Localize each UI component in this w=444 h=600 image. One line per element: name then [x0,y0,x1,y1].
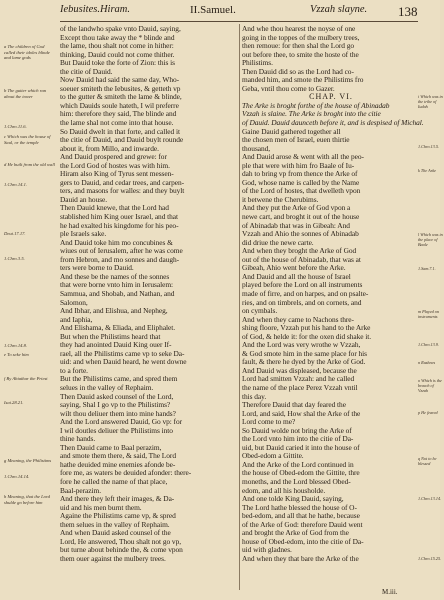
margin-note: g Meaning, the Philistims [4,458,52,463]
text-line: thinking, Dauid could not come thither. [60,49,175,59]
text-line: from Hebron, and mo sonnes and daugh- [60,254,180,264]
text-line: And Dauid and all the house of Israel [242,271,351,281]
margin-note: k The Arke [418,168,437,173]
text-line: Againe the Philistims came vp, & spred [60,511,176,521]
margin-note: b The gutter which ran about the tower [4,88,47,99]
text-line: uid and his men burnt them. [60,502,142,512]
margin-note: Deut.17.17. [4,231,26,236]
text-line: uid with gladnes. [242,545,292,555]
text-line: And Dauid toke him mo concubines & [60,237,173,247]
text-line: Then Dauid did so as the Lord had co- [242,66,354,76]
text-line: The Lord hathe blessed the house of O- [242,502,357,512]
text-line: And these be the names of the sonnes [60,271,170,281]
running-header [60,4,420,20]
text-line: But when the Philistims heard that [60,331,161,341]
header-right-title: Vzzah slayne. [310,4,368,15]
text-line: And Dauid prospered and grewe: for [60,152,167,162]
text-line: the house of Obed-edom the Gittite, thre [242,468,360,478]
text-line: dah to bring vp from thence the Arke of [242,169,358,179]
text-line: Vzzah and Ahio the sonnes of Abinadab [242,229,359,239]
text-line: saying, Shal I go vp to the Philistims? [60,400,171,410]
chapter-heading: CHAP. VI. [309,92,353,102]
margin-note: 1.Chro.14.14. [4,474,30,479]
text-line: Lord, and said, How shal the Arke of the [242,408,361,418]
text-line: Vzzah is slaine. The Arke is broght into the citie [242,109,381,119]
text-line: on cymbals. [242,306,278,316]
text-line: And when they came to Nachons thre- [242,314,354,324]
text-line: God, whose name is called by the Name [242,177,360,187]
text-line: ple that were with him fro Baale of Iu- [242,160,355,170]
text-line: Lord, He answered, Thou shalt not go vp, [60,536,182,546]
text-line: him: therefore they said, The blinde and [60,109,177,119]
text-line: wiues out of Ierusalem, after he was come [60,246,183,256]
text-line: And there they left their images, & Da- [60,494,175,504]
text-line: of Abinadab that was in Gibeah: And [242,220,350,230]
text-line: the citie of Dauid. [60,66,113,76]
text-line: thousand, [242,143,271,153]
text-line: the lame, thou shalt not come in hither: [60,41,174,51]
page-number: 138 [398,4,418,19]
text-line: And one tolde King Dauid, saying, [242,494,344,504]
text-line: And when they broght the Arke of God [242,246,357,256]
text-line: So Dauid dwelt in that forte, and called it [60,126,180,136]
text-line: of the Lord of hostes, that dwelleth vpon [242,186,361,196]
text-line: Then Dauid came to Baal perazim, [60,442,162,452]
text-line: soeuer smiteth the Iebusites, & getteth vp [60,83,181,93]
text-line: this day. [242,391,267,401]
text-line: And whe thou hearest the noyse of one [242,24,356,33]
text-line: the citie of Dauid, and Dauid buylt rounde [60,135,184,145]
text-line: fore he called the name of that place, [60,476,168,486]
text-line: edom, and all his housholde. [242,485,326,495]
text-line: rael, all the Philistims came vp to seke Da- [60,348,185,358]
text-line: So Dauid wolde not bring the Arke of [242,425,352,435]
text-line: it betwene the Cherubims. [242,194,319,204]
text-line: hathe deuided mine enemies afonde be- [60,459,176,469]
margin-note: m Played on instruments [418,309,439,320]
text-line: the Lord God of hostes was with him. [60,160,170,170]
text-line: Dauid an house. [60,194,108,204]
text-line: of the landwho spake vnto Dauid, saying, [60,24,181,33]
text-line: Obed-edom a Gittite. [242,451,304,461]
margin-note: 1.Chro.11.6. [4,124,27,129]
text-line: played before the Lord on all instruments [242,280,363,290]
text-line: Lord had smitten Vzzah: and he called [242,374,355,384]
text-line: the Lord vnto him into the citie of Da- [242,434,354,444]
text-line: ters were borne to Dauid. [60,263,134,273]
text-line: Gaine Dauid gathered together all [242,126,341,136]
margin-note: a The children of God called their idoles blinde and lame gods [4,44,50,61]
text-line: ries, and on timbrels, and on cornets, and [242,297,362,307]
text-line: them ouer against the mulbery trees. [60,553,166,563]
right-column [242,24,424,563]
text-line: Sammua, and Shobab, and Nathan, and [60,288,175,298]
margin-note: 1.Chro.14.8. [4,343,28,348]
text-line: and smote them there, & said, The Lord [60,451,176,461]
text-line: then remoue: for then shal the Lord go [242,41,355,51]
text-line: out before thee, to smite the hoste of the [242,49,359,59]
text-line: to the gutter & smiteth the lame & blinde, [60,92,182,102]
text-line: newe cart, and broght it out of the house [242,212,360,222]
text-line: thine hands. [60,434,96,444]
text-line: house of Obed-edom, into the citie of Da- [242,536,364,546]
margin-note: 1.Chro.13.9. [418,342,440,347]
margin-note: 1.Sam.7.1. [418,266,436,271]
text-line: ple Israels sake. [60,229,107,239]
margin-note: 1.Chro.3.5. [4,256,25,261]
text-line: about it, from Millo, and inwarde. [60,143,159,153]
text-line: Philistims. [242,58,273,68]
text-line: the lame shal not come into that house. [60,118,174,128]
text-line: Salomon, [60,297,88,307]
text-line: that were borne vnto him in Ierusalem: [60,280,174,290]
text-line: of God, & helde it: for the oxen did shake it. [242,331,372,341]
text-line: And when Dauid asked counsel of the [60,528,171,538]
margin-note: d He built from the old wall [4,162,55,167]
text-line: selues in the valley of Rephaim. [60,382,154,392]
text-line: they had anointed Dauid King ouer If- [60,340,172,350]
text-line: I wil doutles deliuer the Philistims into [60,425,173,435]
margin-note: p He feared [418,410,438,415]
text-line: of Dauid. Dauid daunceth before it, and is despised of Michal. [242,118,424,128]
text-line: Lord come to me? [242,417,296,427]
text-line: the name of the place Perez Vzzah vntil [242,382,358,392]
text-line: them selues in the valley of Rephaim. [60,519,170,529]
text-line: And Elishama, & Eliada, and Eliphalet. [60,323,176,333]
text-line: he had exalted his kingdome for his peo- [60,220,179,230]
text-line: & God smote him in the same place for his [242,348,368,358]
margin-note: f By Abiathar the Priest [4,376,48,381]
text-line: fore me, as waters be deuided afonder: there- [60,468,192,478]
text-line: did driue the newe carte. [242,237,314,247]
margin-note: 1.Chro.14.1. [4,182,28,187]
text-line: gers to Dauid, and cedar trees, and carpen- [60,177,185,187]
left-column [60,25,238,563]
header-rule [60,21,418,22]
text-line: fault, & there he dyed by the Arke of God. [242,357,366,367]
margin-note: q Not to be blessed [418,456,437,467]
text-line: shing floore, Vzzah put his hand to the Arke [242,323,371,333]
text-line: And they put the Arke of God vpon a [242,203,351,213]
text-line: uid, but Dauid caried it into the house of [242,442,360,452]
text-line: And Ibhar, and Elishua, and Nepheg, [60,306,168,316]
text-line: Baal-perazim. [60,485,102,495]
text-line: of the Arke of God: therefore Dauid went [242,519,363,529]
margin-note: h Meaning, that the Lord shulde go before him [4,494,50,505]
text-line: and Iaphia, [60,314,93,324]
text-line: Now Dauid had said the same day, Who- [60,75,180,85]
margin-note: e To seke him [4,352,29,357]
text-line: wilt thou deliuer them into mine hands? [60,408,176,418]
header-left-title: Iebusites.Hiram. [60,4,130,15]
text-line: to a forte. [60,365,88,375]
catchword: M.iii. [382,588,398,596]
header-book-title: II.Samuel. [190,4,236,16]
text-line: The Arke is broght forthe of the house of Abinadab [242,100,390,110]
text-line: moneths, and the Lord blessed Obed- [242,476,351,486]
text-line: ters, and masons for walles: and they buylt [60,186,185,196]
margin-note: 1.Chro.13.5. [418,144,440,149]
text-line: bed-edom, and all that he hathe, because [242,511,360,521]
text-line: But the Philistims came, and spred them [60,374,178,384]
margin-note: c Which was the house of Saul, or the temple [4,134,51,145]
margin-note: 1.Chro.15.25. [418,556,442,561]
text-line: And when they that bare the Arke of the [242,553,359,563]
text-line: made of firre, and on harpes, and on psalte- [242,288,369,298]
margin-note: 1.Chro.13.14. [418,496,442,501]
text-line: Therefore Dauid that day feared the [242,400,346,410]
text-line: out of the house of Abinadab, that was at [242,254,361,264]
text-line: Gibeah, Ahio went before the Arke. [242,263,346,273]
text-line: And the Arke of the Lord continued in [242,459,354,469]
text-line: And Dauid arose & went with all the peo- [242,152,364,162]
margin-note: n Rashnes [418,360,436,365]
text-line: Hiram also King of Tyrus sent messen- [60,169,174,179]
text-line: which Dauids soule hateth, I wil preferre [60,100,179,110]
margin-note: Isai.28.21. [4,400,24,405]
text-line: Except thou take away the * blinde and [60,32,175,42]
text-line: stablished him King ouer Israel, and that [60,212,179,222]
text-line: and broght the Arke of God from the [242,528,349,538]
text-line: Geba, vntil thou come to Gazer. [242,83,335,93]
text-line: And the Lord was very wrothe w Vzzah, [242,340,361,350]
text-line: going in the toppes of the mulbery trees, [242,32,360,42]
text-line: Then Dauid knewe, that the Lord had [60,203,169,213]
text-line: the chosen men of Israel, euen thirtie [242,135,350,145]
text-line: uid: and when Dauid heard, he went downe [60,357,187,367]
text-line: And Dauid was displeased, because the [242,365,357,375]
margin-note: i Which was in the tribe of Iudah [418,94,443,110]
text-line: manded him, and smote the Philistims fro [242,75,364,85]
margin-note: l Which was in the place of Baale [418,232,443,248]
text-line: And the Lord answered Dauid, Go vp: for [60,417,183,427]
margin-note: o Which is the breach of Vzzah [418,378,442,394]
text-line: But Dauid toke the forte of Zion: this is [60,58,175,68]
column-divider [239,24,240,590]
text-line: but turne about behinde the, & come vpon [60,545,183,555]
text-line: Then Dauid asked counsel of the Lord, [60,391,174,401]
